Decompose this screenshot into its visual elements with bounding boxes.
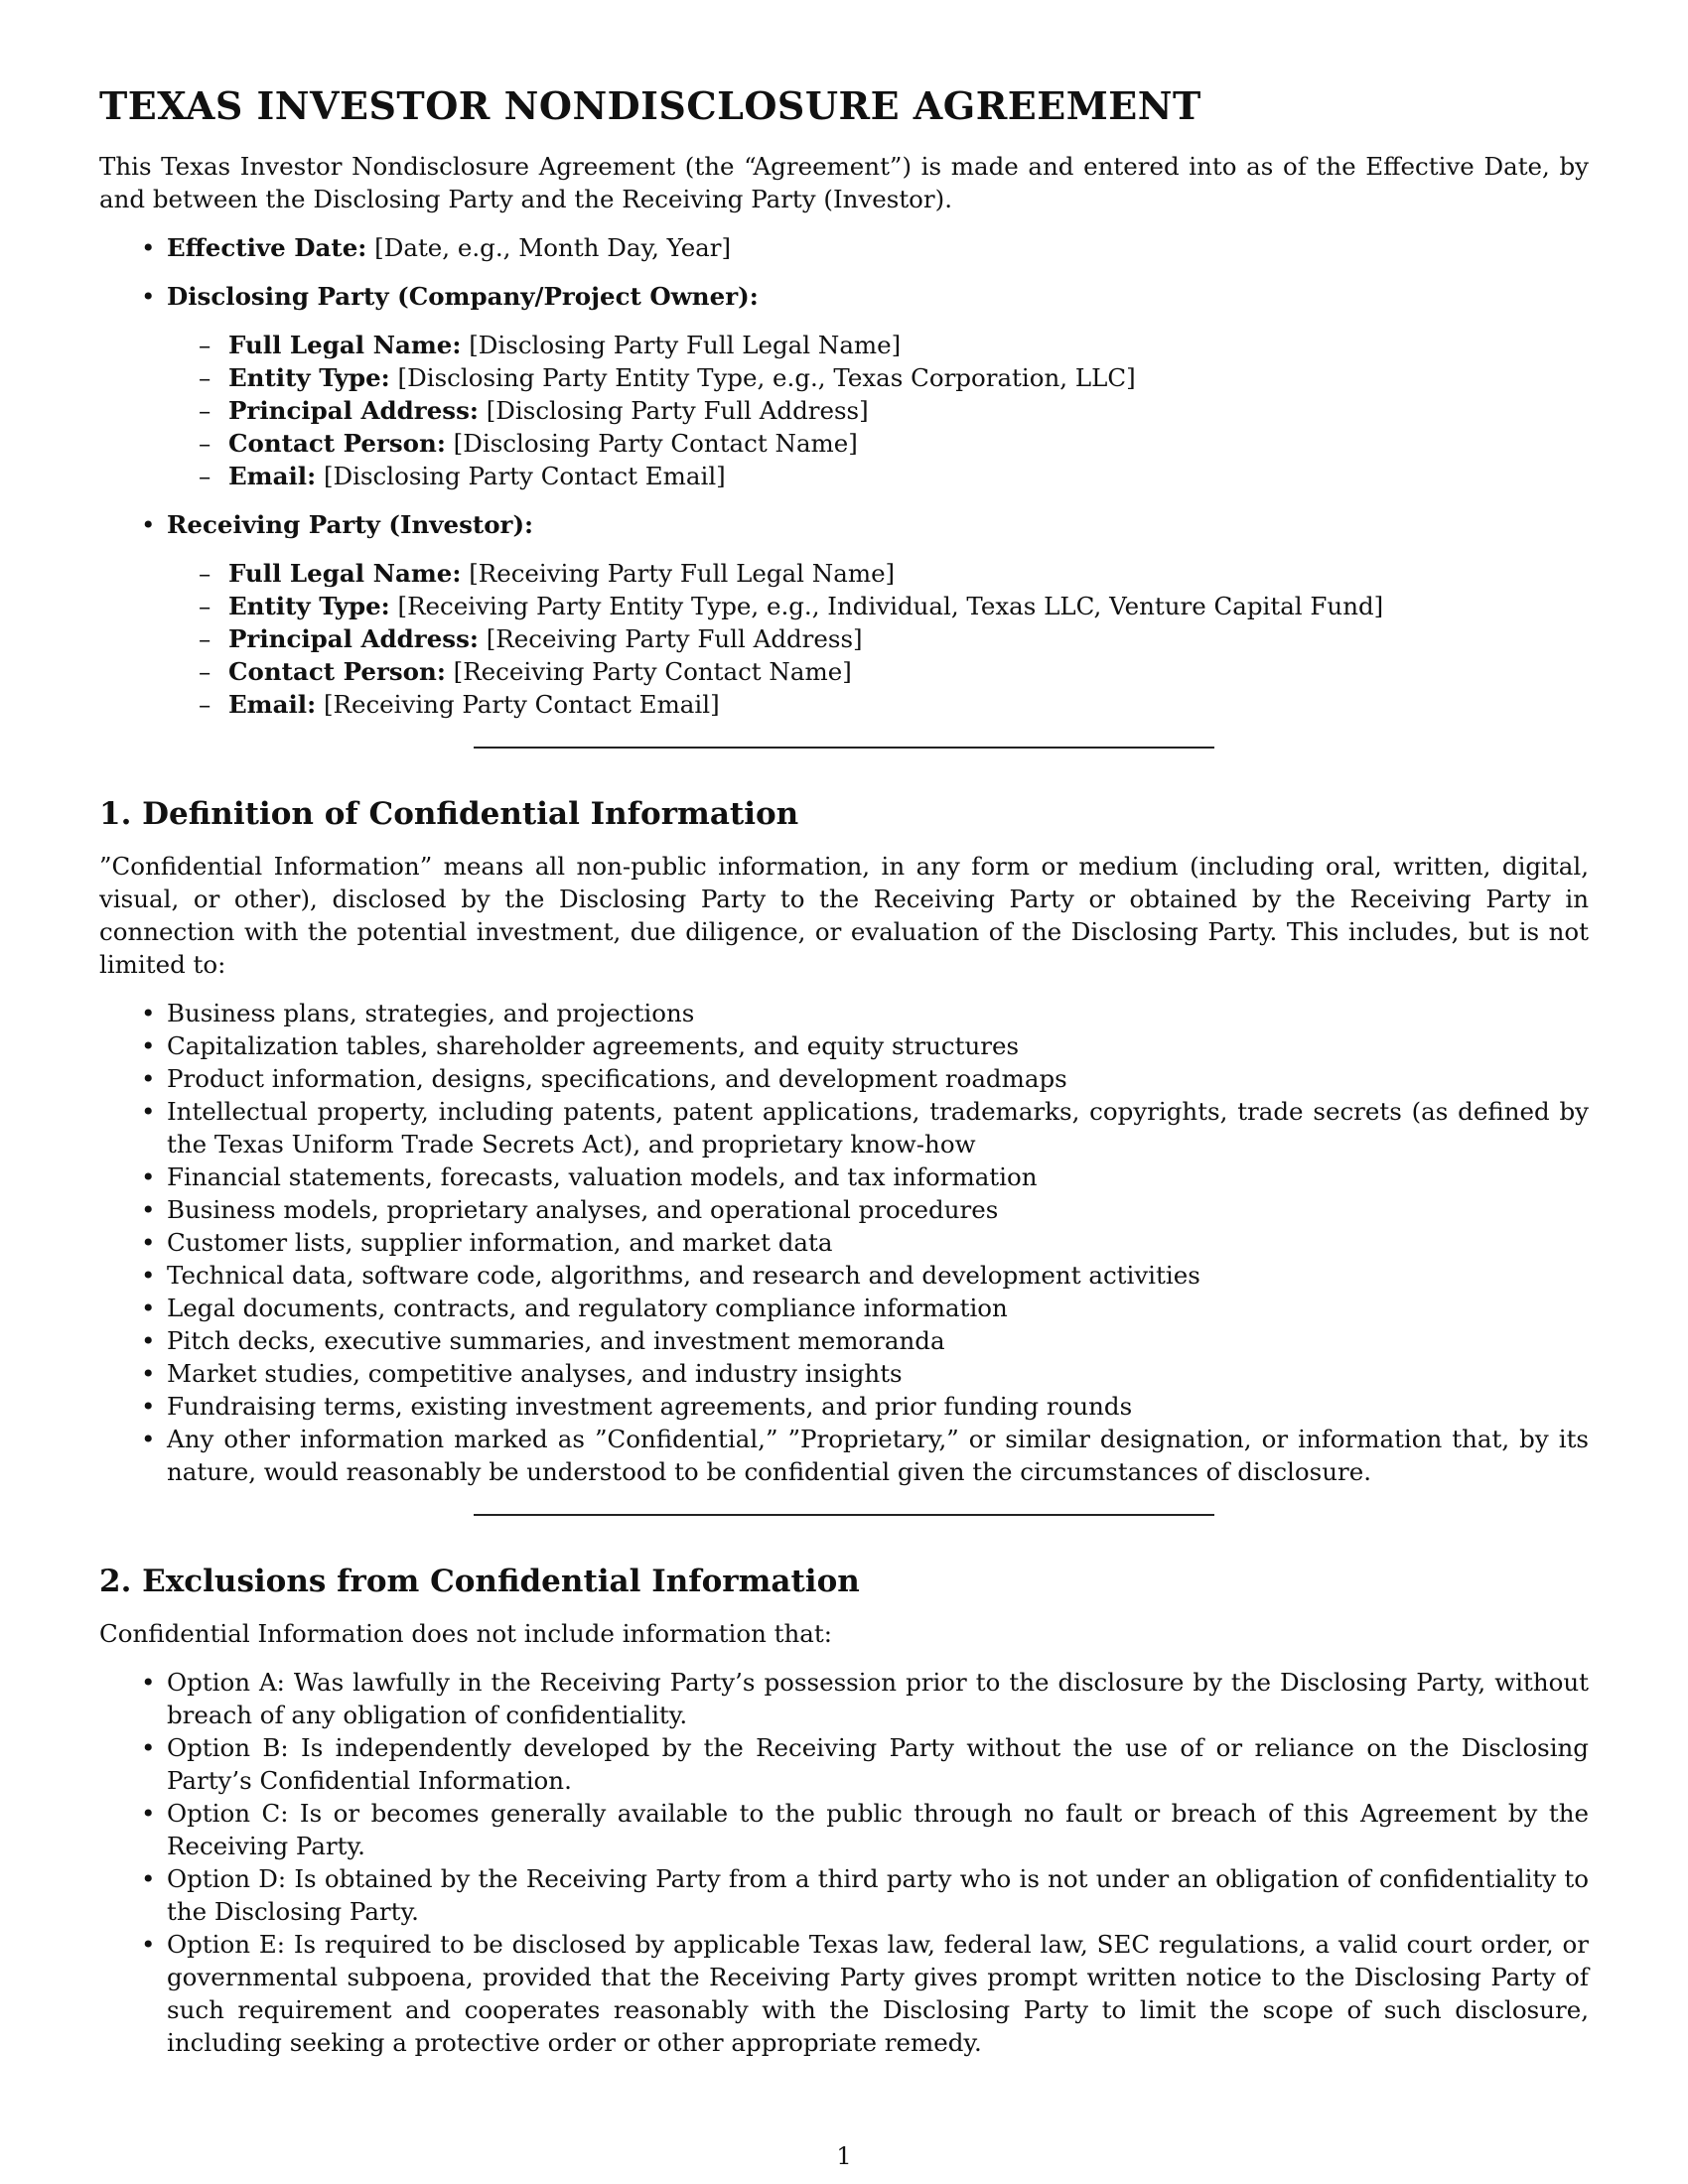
section-divider [474,747,1214,749]
receiving-party-item [167,508,1589,721]
field-value: [Date, e.g., Month Day, Year] [374,233,732,262]
field-label: Entity Type: [228,592,390,620]
list-item: • Business models, proprietary analyses, and operational procedures [167,1193,1589,1226]
receiving-party-fields [167,557,1589,721]
field-value: [Receiving Party Contact Name] [453,657,852,686]
field-label: Email: [228,462,317,490]
list-item: • Business plans, strategies, and projections [167,997,1589,1029]
parties-list [99,231,1589,721]
effective-date-item [167,231,1589,264]
document-page [99,83,1589,2059]
field-value: [Disclosing Party Entity Type, e.g., Texas Corporation, LLC] [397,363,1136,392]
section-divider [474,1514,1214,1516]
field-row [228,655,1589,688]
field-row [228,361,1589,394]
list-item: • Fundraising terms, existing investment agreements, and prior funding rounds [167,1390,1589,1423]
list-item: • Product information, designs, specifications, and development roadmaps [167,1062,1589,1095]
field-label: Principal Address: [228,624,479,653]
field-label: Entity Type: [228,363,390,392]
field-row [228,460,1589,492]
list-item: • Any other information marked as ”Confidential,” ”Proprietary,” or similar designation, or information that, by its nature, would reasonably be understood to be confidential given the circumstances of disclosure. [167,1423,1589,1488]
list-item: • Legal documents, contracts, and regulatory compliance information [167,1292,1589,1324]
list-item: • Market studies, competitive analyses, and industry insights [167,1357,1589,1390]
field-label: Effective Date: [167,233,367,262]
field-value: [Receiving Party Full Address] [486,624,863,653]
document-title: TEXAS INVESTOR NONDISCLOSURE AGREEMENT [99,83,1201,128]
list-item: • Option B: Is independently developed by the Receiving Party without the use of or reliance on the Disclosing Party’s Confidential Information. [167,1731,1589,1797]
field-value: [Disclosing Party Full Address] [486,396,869,425]
disclosing-party-item [167,280,1589,492]
section-paragraph: Confidential Information does not include information that: [99,1619,833,1648]
receiving-party-heading: Receiving Party (Investor): [167,510,534,539]
field-value: [Receiving Party Contact Email] [323,690,720,719]
field-value: [Disclosing Party Contact Name] [453,429,858,458]
confidential-info-list [99,997,1589,1488]
field-value: [Disclosing Party Contact Email] [323,462,726,490]
list-item: • Option D: Is obtained by the Receiving Party from a third party who is not under an obligation of confidentiality to the Disclosing Party. [167,1862,1589,1928]
field-label: Contact Person: [228,657,446,686]
field-row [228,688,1589,721]
field-row [228,557,1589,590]
field-value: [Disclosing Party Full Legal Name] [469,331,902,359]
field-row [228,329,1589,361]
field-label: Principal Address: [228,396,479,425]
disclosing-party-fields [167,329,1589,492]
field-label: Full Legal Name: [228,559,462,588]
field-label: Contact Person: [228,429,446,458]
intro-paragraph: This Texas Investor Nondisclosure Agreement (the “Agreement”) is made and entered into as of the Effective Date, by and between the Disclosing Party and the Receiving Party (Investor). [99,152,1589,213]
list-item: • Option E: Is required to be disclosed by applicable Texas law, federal law, SEC regulations, a valid court order, or governmental subpoena, provided that the Receiving Party gives prompt written notice to the Disclosing Party of such requirement and cooperates reasonably with the Disclosing Party to limit the scope of such disclosure, including seeking a protective order or other appropriate remedy. [167,1928,1589,2059]
list-item: • Customer lists, supplier information, and market data [167,1226,1589,1259]
list-item: • Capitalization tables, shareholder agreements, and equity structures [167,1029,1589,1062]
field-row [228,590,1589,622]
section-heading: 1. Definition of Confidential Information [99,796,799,832]
field-value: [Receiving Party Entity Type, e.g., Individual, Texas LLC, Venture Capital Fund] [397,592,1384,620]
field-label: Full Legal Name: [228,331,462,359]
field-label: Email: [228,690,317,719]
list-item: • Financial statements, forecasts, valuation models, and tax information [167,1160,1589,1193]
exclusions-list [99,1666,1589,2059]
list-item: • Option C: Is or becomes generally available to the public through no fault or breach of this Agreement by the Receiving Party. [167,1797,1589,1862]
field-row [228,622,1589,655]
page-number: 1 [836,2142,852,2170]
list-item: • Option A: Was lawfully in the Receiving Party’s possession prior to the disclosure by the Disclosing Party, without breach of any obligation of confidentiality. [167,1666,1589,1731]
field-value: [Receiving Party Full Legal Name] [469,559,896,588]
field-row [228,427,1589,460]
list-item: • Technical data, software code, algorithms, and research and development activities [167,1259,1589,1292]
section-paragraph: ”Confidential Information” means all non-public information, in any form or medium (including oral, written, digital, visual, or other), disclosed by the Disclosing Party to the Receiving Party or obtained by the Receiving Party in connection with the potential investment, due diligence, or evaluation of the Disclosing Party. This includes, but is not limited to: [99,852,1589,979]
section-heading: 2. Exclusions from Confidential Information [99,1564,860,1599]
list-item: • Pitch decks, executive summaries, and investment memoranda [167,1324,1589,1357]
field-row [228,394,1589,427]
list-item: • Intellectual property, including patents, patent applications, trademarks, copyrights, trade secrets (as defined by the Texas Uniform Trade Secrets Act), and proprietary know-how [167,1095,1589,1160]
disclosing-party-heading: Disclosing Party (Company/Project Owner): [167,282,759,311]
